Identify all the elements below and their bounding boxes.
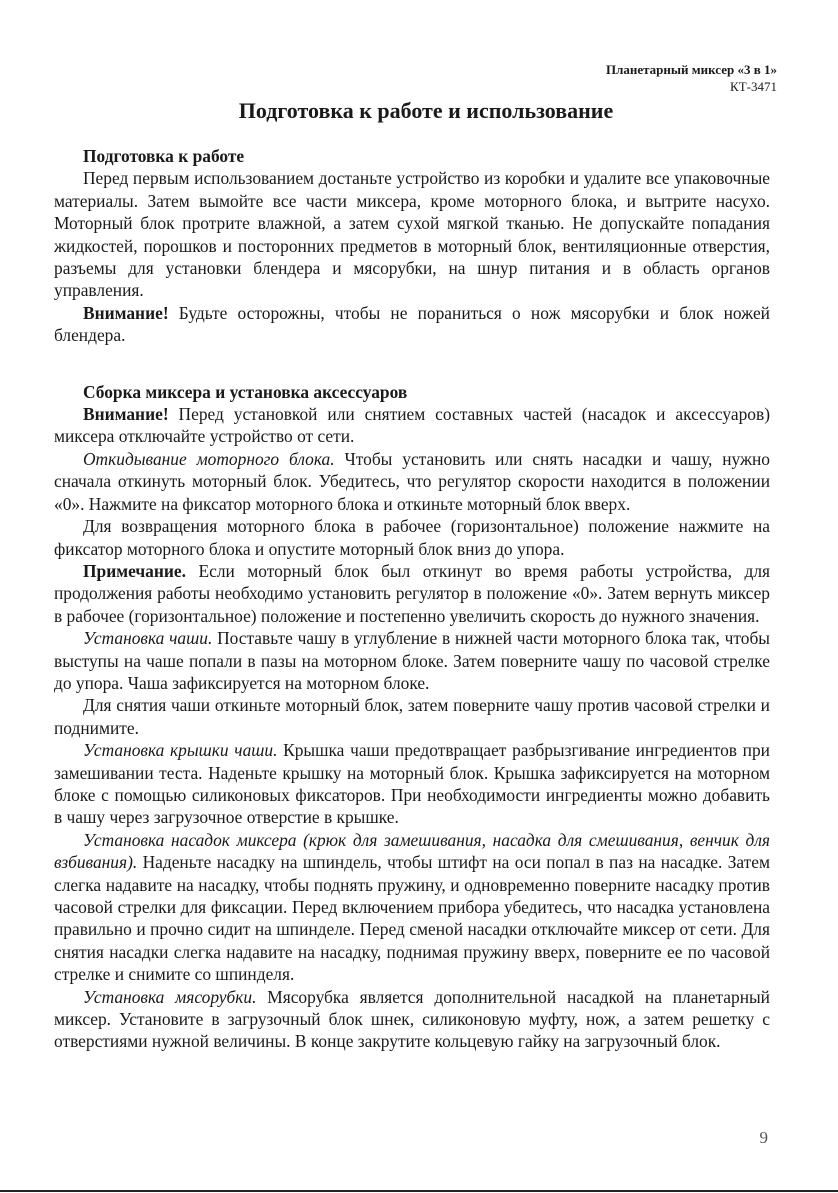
section-heading-assembly: Сборка миксера и установка аксессуаров (83, 381, 408, 402)
page-header (606, 61, 777, 95)
section-gap (54, 347, 770, 381)
paragraph-warning-unplug (54, 403, 770, 448)
subheading-tilt: Откидывание моторного блока. (83, 448, 335, 469)
paragraph-preparation: Перед первым использованием достаньте устройство из коробки и удалите все упаковочные материалы. Затем вымойте все части миксера, кроме моторного блока, и вытрите насухо. Моторный блок протрите влажной, а затем сухой мягкой тканью. Не допускайте попадания жидкостей, порошков и посторонних предметов в моторный блок, вентиляционные отверстия, разъемы для установки блендера и мясорубки, на шнур питания и в область органов управления. (54, 168, 770, 301)
subheading-lid: Установка крышки чаши. (83, 740, 278, 761)
paragraph-warning-knives (54, 302, 770, 347)
product-name: Планетарный миксер «3 в 1» (605, 62, 777, 77)
subheading-bowl: Установка чаши. (83, 628, 213, 649)
warning-label: Внимание! (83, 404, 169, 425)
warning-label: Внимание! (83, 302, 169, 323)
paragraph-bowl-remove: Для снятия чаши откиньте моторный блок, затем поверните чашу против часовой стрелки и поднимите. (54, 695, 770, 738)
grinder-text: Мясорубка является дополнительной насадкой на планетарный миксер. Установите в загрузочный блок шнек, силиконовую муфту, нож, а затем решетку с отверстиями нужной величины. В конце закрутите кольцевую гайку на загрузочный блок. (54, 986, 770, 1052)
subheading-grinder: Установка мясорубки. (83, 986, 257, 1007)
lid-text: Крышка чаши предотвращает разбрызгивание ингредиентов при замешивании теста. Наденьте крышку на моторный блок. Крышка зафиксируется на моторном блоке с помощью силиконовых фиксаторов. При необходимости ингредиенты можно добавить в чашу через загрузочное отверстие в крышке. (54, 740, 770, 828)
paragraph-grinder (54, 986, 770, 1053)
bowl-text: Поставьте чашу в углубление в нижней части моторного блока так, чтобы выступы на чаше попали в пазы на моторном блоке. Затем поверните чашу по часовой стрелке до упора. Чаша зафиксируется на моторном блоке. (54, 628, 770, 693)
tilt-text: Чтобы установить или снять насадки и чашу, нужно сначала откинуть моторный блок. Убедитесь, что регулятор скорости находится в положении «0». Нажмите на фиксатор моторного блока и откиньте моторный блок вверх. (54, 448, 770, 514)
paragraph-return-motor: Для возвращения моторного блока в рабочее (горизонтальное) положение нажмите на фиксатор моторного блока и опустите моторный блок вниз до упора. (54, 516, 770, 559)
subheading-attachments: Установка насадок миксера (крюк для замешивания, насадка для смешивания, венчик для взбивания). (54, 829, 770, 873)
note-label: Примечание. (83, 560, 186, 581)
note-text: Если моторный блок был откинут во время работы устройства, для продолжения работы необходимо установить регулятор в положение «0». Затем вернуть миксер в рабочее (горизонтальное) положение и постепенно увеличить скорость до нужного значения. (54, 560, 770, 626)
page-bottom-border (0, 1190, 838, 1192)
section-heading-preparation: Подготовка к работе (83, 146, 245, 166)
document-body (54, 145, 770, 1053)
paragraph-note (54, 560, 770, 627)
page-number: 9 (759, 1128, 768, 1147)
paragraph-lid-install (54, 739, 770, 829)
attachments-text: Наденьте насадку на шпиндель, чтобы штифт на оси попал в паз на насадке. Затем слегка надавите на насадку, чтобы поднять пружину, и одновременно поверните насадку против часовой стрелки для фиксации. Перед включением прибора убедитесь, что насадка установлена правильно и прочно сидит на шпинделе. Перед сменой насадки отключайте миксер от сети. Для снятия насадки слегка надавите на насадку, поднимая пружину вверх, поверните ее по часовой стрелке и снимите со шпинделя. (54, 852, 770, 985)
paragraph-attachments (54, 829, 770, 986)
paragraph-tilt-motor (54, 448, 770, 515)
warning-text: Перед установкой или снятием составных частей (насадок и аксессуаров) миксера отключайте устройство от сети. (54, 404, 770, 447)
paragraph-bowl-install (54, 627, 770, 694)
model-number: КТ-3471 (730, 79, 777, 94)
warning-text: Будьте осторожны, чтобы не пораниться о нож мясорубки и блок ножей блендера. (54, 302, 770, 346)
page-title: Подготовка к работе и использование (238, 98, 614, 123)
